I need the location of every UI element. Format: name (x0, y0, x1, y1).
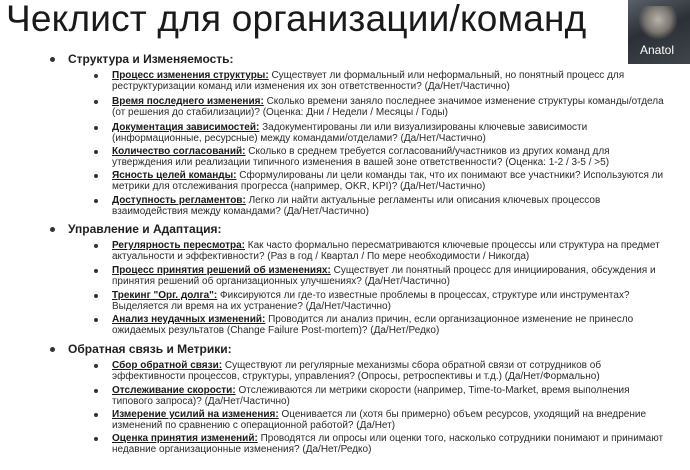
item-bullet (94, 437, 98, 441)
section-title: Обратная связь и Метрики: (68, 342, 232, 356)
item-bullet (94, 389, 98, 393)
item-text: Проводится ли анализ причин, если организационное изменение не принесло ожидаемых результатов (Change Failure Post-mortem)? (Да/Нет/Редко) (112, 314, 634, 336)
item-title: Измерение усилий на изменения: (112, 409, 279, 420)
item-bullet (94, 413, 98, 417)
item-text: Как часто формально пересматриваются ключевые процессы или структура на предмет актуальности и эффективности? (Раз в год / Квартал / По мере необходимости / Никогда) (112, 240, 660, 262)
item-bullet (94, 74, 98, 78)
item-title: Трекинг "Орг. долга": (112, 290, 218, 301)
item-title: Доступность регламентов: (112, 195, 246, 206)
item-text: Отслеживаются ли метрики скорости (например, Time-to-Market, время выполнения типового запроса)? (Да/Нет/Частично) (112, 385, 630, 407)
item-title: Сбор обратной связи: (112, 360, 223, 371)
presenter-name: Anatol (640, 43, 675, 57)
item-title: Документация зависимостей: (112, 122, 260, 133)
item-title: Анализ неудачных изменений: (112, 314, 266, 325)
item-bullet (94, 150, 98, 154)
item-bullet (94, 364, 98, 368)
item-title: Процесс изменения структуры: (112, 70, 269, 81)
item-title: Количество согласований: (112, 146, 246, 157)
section-title: Управление и Адаптация: (68, 222, 222, 236)
section-title: Структура и Изменяемость: (68, 52, 234, 66)
section-bullet (50, 347, 55, 352)
item-bullet (94, 269, 98, 273)
item-title: Время последнего изменения: (112, 96, 264, 107)
item-title: Регулярность пересмотра: (112, 240, 245, 251)
item-title: Ясность целей команды: (112, 170, 237, 181)
item-text: Сколько времени заняло последнее значимое изменение структуры команды/отдела (от решения до стабилизации)? (Оценка: Дни / Недели / Месяцы / Годы) (112, 96, 664, 118)
item-title: Процесс принятия решений об изменениях: (112, 265, 331, 276)
item-text: Существует ли формальный или неформальный, но понятный процесс для реструктуризации команд или изменения их зон ответственности? (Да/Нет/Частично) (112, 70, 625, 92)
item-text: Фиксируются ли где-то известные проблемы в процессах, структуре или инструментах? Выделяется ли время на их устранение? (Да/Нет/Частично) (112, 290, 630, 312)
item-text: Существуют ли регулярные механизмы сбора обратной связи от сотрудников об эффективности процессов, структуры, управления? (Опросы, ретроспективы и т.д.) (Да/Нет/Формально) (112, 360, 602, 382)
item-bullet (94, 174, 98, 178)
item-title: Оценка принятия изменений: (112, 433, 258, 444)
item-text: Сформулированы ли цели команды так, что их понимают все участники? Используются ли метрики для отслеживания прогресса (например, OKR, KPI)? (Да/Нет/Частично) (112, 170, 664, 192)
item-text: Оценивается ли (хотя бы примерно) объем ресурсов, уходящий на внедрение изменений по сравнению с операционной работой? (Да/Нет) (112, 409, 647, 431)
item-text: Существует ли понятный процесс для инициирования, обсуждения и принятия решений об организационных улучшениях? (Да/Нет/Частично) (112, 265, 656, 287)
item-text: Сколько в среднем требуется согласований/участников из других команд для утверждения или реализации типичного изменения в вашей зоне ответственности? (Оценка: 1-2 / 3-5 / >5) (112, 146, 610, 168)
item-text: Задокументированы ли или визуализированы ключевые зависимости (информационные, ресурсные) между командами/отделами? (Да/Нет/Частично) (112, 122, 588, 144)
item-bullet (94, 199, 98, 203)
item-bullet (94, 294, 98, 298)
page-title: Чеклист для организации/команд (6, 0, 587, 39)
section-bullet (50, 57, 55, 62)
item-bullet (94, 100, 98, 104)
item-bullet (94, 126, 98, 130)
item-text: Легко ли найти актуальные регламенты или описания ключевых процессов взаимодействия между командами? (Да/Нет/Частично) (112, 195, 601, 217)
item-bullet (94, 244, 98, 248)
section-bullet (50, 227, 55, 232)
item-bullet (94, 318, 98, 322)
item-title: Отслеживание скорости: (112, 385, 236, 396)
item-text: Проводятся ли опросы или оценки того, насколько сотрудники понимают и принимают недавние организационные изменения? (Да/Нет/Редко) (112, 433, 664, 455)
webcam-thumbnail (628, 0, 690, 64)
presenter-image (638, 6, 678, 40)
